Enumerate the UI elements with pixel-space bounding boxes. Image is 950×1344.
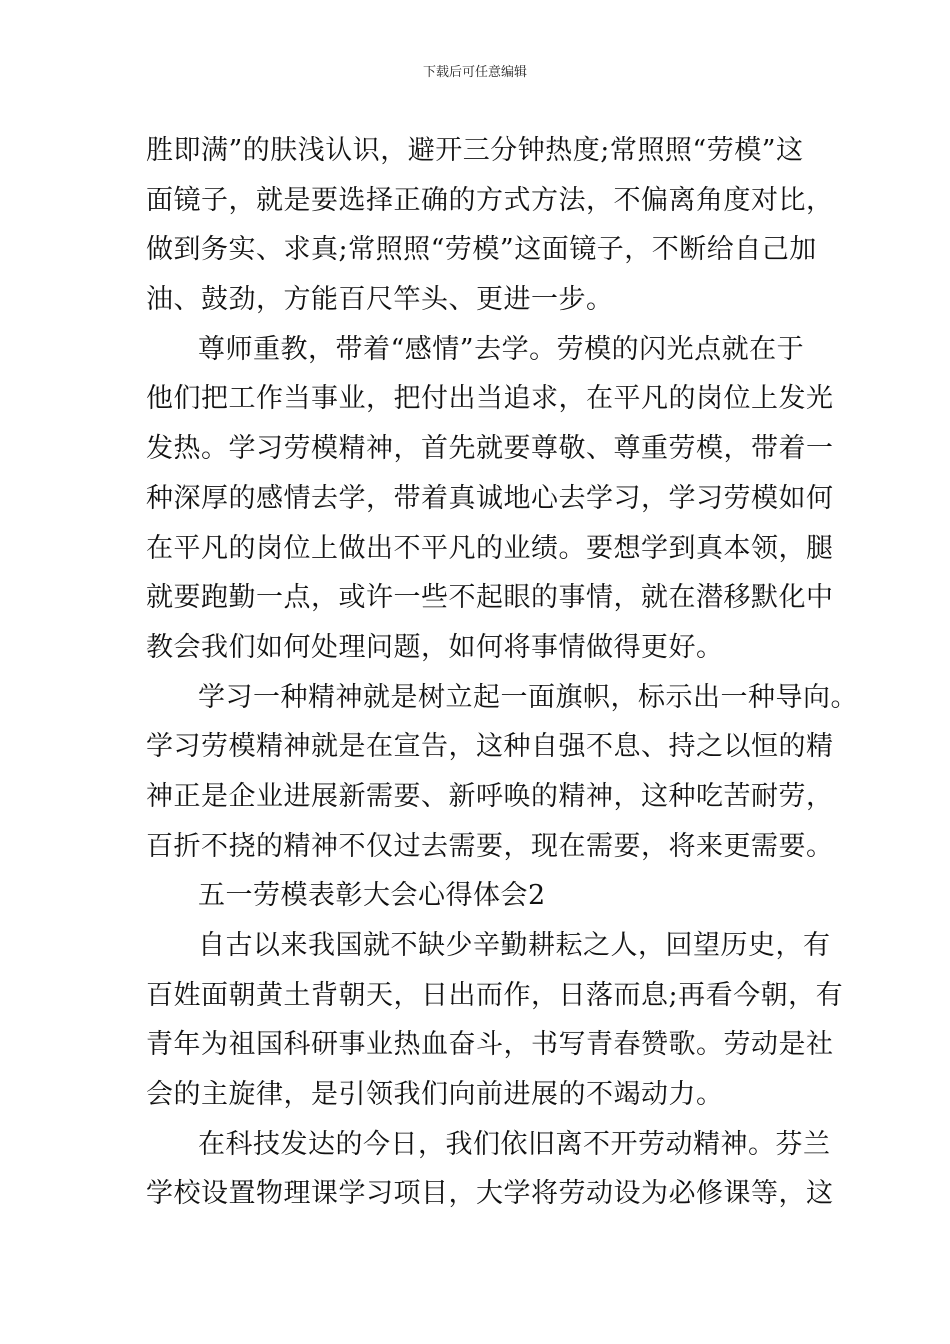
text-line: 面镜子，就是要选择正确的方式方法，不偏离角度对比， xyxy=(146,184,834,216)
paragraph-first-line: 自古以来我国就不缺少辛勤耕耘之人，回望历史，有 xyxy=(198,930,831,961)
text-line: 胜即满”的肤浅认识，避开三分钟热度;常照照“劳模”这 xyxy=(146,135,804,166)
paragraph-first-line: 学习一种精神就是树立起一面旗帜，标示出一种导向。 xyxy=(198,681,858,713)
text-line: 在平凡的岗位上做出不平凡的业绩。要想学到真本领，腿 xyxy=(146,532,834,564)
text-line: 百折不挠的精神不仅过去需要，现在需要，将来更需要。 xyxy=(146,830,834,862)
page-header: 下载后可任意编辑 xyxy=(422,65,527,80)
text-line: 种深厚的感情去学，带着真诚地心去学习，学习劳模如何 xyxy=(146,482,834,514)
text-line: 油、鼓劲，方能百尺竿头、更进一步。 xyxy=(146,284,614,316)
text-line: 学习劳模精神就是在宣告，这种自强不息、持之以恒的精 xyxy=(146,731,834,763)
text-line: 他们把工作当事业，把付出当追求，在平凡的岗位上发光 xyxy=(146,383,834,415)
paragraph-first-line: 在科技发达的今日，我们依旧离不开劳动精神。芬兰 xyxy=(198,1128,831,1160)
section-heading: 五一劳模表彰大会心得体会2 xyxy=(198,880,546,912)
text-line: 会的主旋律，是引领我们向前进展的不竭动力。 xyxy=(146,1079,724,1111)
text-line: 做到务实、求真;常照照“劳模”这面镜子，不断给自己加 xyxy=(146,234,817,266)
document-body xyxy=(146,126,858,1219)
text-line: 神正是企业进展新需要、新呼唤的精神，这种吃苦耐劳， xyxy=(146,780,834,812)
text-line: 就要跑勤一点，或许一些不起眼的事情，就在潜移默化中 xyxy=(146,582,834,614)
text-line: 青年为祖国科研事业热血奋斗，书写青春赞歌。劳动是社 xyxy=(146,1029,834,1061)
text-line: 学校设置物理课学习项目，大学将劳动设为必修课等，这 xyxy=(146,1178,834,1210)
text-line: 百姓面朝黄土背朝天，日出而作，日落而息;再看今朝，有 xyxy=(146,979,844,1011)
paragraph-first-line: 尊师重教，带着“感情”去学。劳模的闪光点就在于 xyxy=(198,333,805,365)
text-line: 发热。学习劳模精神，首先就要尊敬、尊重劳模，带着一 xyxy=(146,433,834,465)
text-line: 教会我们如何处理问题，如何将事情做得更好。 xyxy=(146,631,724,663)
